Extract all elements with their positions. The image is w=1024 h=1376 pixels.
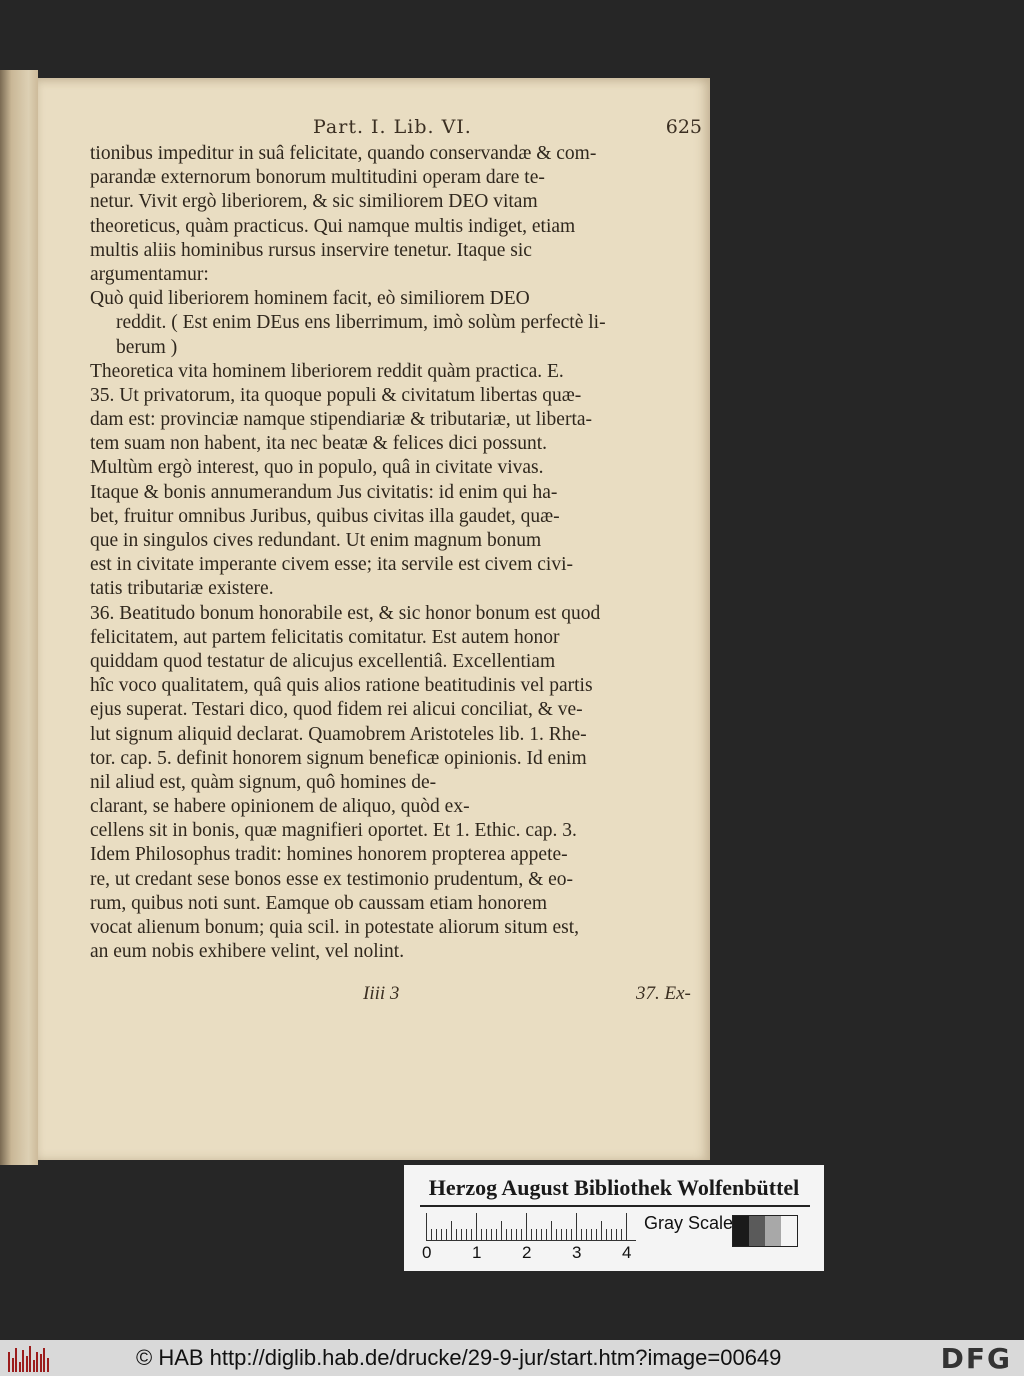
ruler-tick — [581, 1229, 582, 1241]
ruler-tick — [601, 1221, 602, 1241]
text-line: multis aliis hominibus rursus inservire tenetur. Itaque sic — [90, 239, 532, 261]
ruler-tick — [621, 1229, 622, 1241]
text-line: vocat alienum bonum; quia scil. in potestate aliorum situm est, — [90, 917, 580, 938]
measurement-ruler — [426, 1211, 636, 1241]
text-line: tem suam non habent, ita nec beatæ & felices dici possunt. — [90, 433, 548, 455]
ruler-tick — [446, 1229, 447, 1241]
logo-bar — [43, 1348, 45, 1372]
ruler-tick — [616, 1229, 617, 1241]
gray-scale-label: Gray Scale — [644, 1213, 734, 1233]
text-line: Multùm ergò interest, quo in populo, quâ in civitate vivas. — [90, 457, 544, 479]
logo-bar — [12, 1358, 14, 1372]
ruler-label: 0 — [422, 1243, 432, 1262]
text-line: est in civitate imperante civem esse; ita servile est civem civi- — [90, 554, 573, 576]
ruler-label: 1 — [472, 1243, 482, 1262]
gray-swatch — [749, 1216, 765, 1246]
text-line: tatis tributariæ existere. — [90, 578, 274, 600]
ruler-tick — [436, 1229, 437, 1241]
text-line: felicitatem, aut partem felicitatis comitatur. Est autem honor — [90, 626, 560, 648]
logo-bar — [47, 1358, 49, 1372]
text-line: cellens sit in bonis, quæ magnifieri oportet. Et 1. Ethic. cap. 3. — [90, 820, 577, 842]
library-name: Herzog August Bibliothek Wolfenbüttel — [428, 1175, 800, 1200]
color-calibration-card — [404, 1165, 824, 1271]
text-line: hîc voco qualitatem, quâ quis alios ratione beatitudinis vel partis — [90, 675, 593, 697]
text-line: lut signum aliquid declarat. Quamobrem Aristoteles lib. 1. Rhe- — [90, 723, 587, 745]
ruler-tick — [511, 1229, 512, 1241]
signature-mark: Iiii 3 — [363, 983, 400, 1004]
hab-barcode-logo-icon — [8, 1346, 50, 1372]
ruler-tick — [521, 1229, 522, 1241]
ruler-tick — [486, 1229, 487, 1241]
dfg-logo: DFG — [940, 1342, 1012, 1375]
ruler-tick — [531, 1229, 532, 1241]
ruler-tick — [541, 1229, 542, 1241]
ruler-tick — [626, 1213, 627, 1241]
ruler-tick — [506, 1229, 507, 1241]
ruler-tick — [466, 1229, 467, 1241]
ruler-tick — [561, 1229, 562, 1241]
ruler-tick — [451, 1221, 452, 1241]
page-number: 625 — [665, 116, 702, 138]
text-line: quiddam quod testatur de alicujus excellentiâ. Excellentiam — [90, 650, 556, 672]
text-line: netur. Vivit ergò liberiorem, & sic similiorem DEO vitam — [90, 191, 538, 213]
text-line: bet, fruitur omnibus Juribus, quibus civitas illa gaudet, quæ- — [90, 505, 560, 527]
text-line: nil aliud est, quàm signum, quô homines de- — [90, 771, 437, 793]
ruler-tick — [471, 1229, 472, 1241]
gray-swatch — [765, 1216, 781, 1246]
logo-bar — [29, 1346, 31, 1372]
ruler-tick — [536, 1229, 537, 1241]
text-line: berum ) — [116, 336, 178, 358]
footer-bar — [0, 1340, 1024, 1376]
ruler-tick — [526, 1213, 527, 1241]
logo-bar — [15, 1348, 17, 1372]
ruler-label: 2 — [522, 1243, 532, 1262]
book-page — [38, 78, 710, 1160]
page-body-text — [90, 142, 702, 964]
logo-bar — [36, 1352, 38, 1372]
logo-bar — [40, 1354, 42, 1372]
text-line: parandæ externorum bonorum multitudini operam dare te- — [90, 167, 545, 189]
text-line: Theoretica vita hominem liberiorem reddit quàm practica. E. — [90, 360, 564, 382]
catchword: 37. Ex- — [636, 983, 691, 1004]
text-line: re, ut credant sese bonos esse ex testimonio prudentum, & eo- — [90, 868, 574, 890]
text-line: Quò quid liberiorem hominem facit, eò similiorem DEO — [90, 288, 530, 310]
ruler-tick — [476, 1213, 477, 1241]
text-line: argumentamur: — [90, 263, 209, 285]
ruler-tick — [556, 1229, 557, 1241]
text-line: reddit. ( Est enim DEus ens liberrimum, imò solùm perfectè li- — [116, 312, 606, 334]
gray-swatch — [781, 1216, 797, 1246]
ruler-tick — [491, 1229, 492, 1241]
ruler-tick — [546, 1229, 547, 1241]
text-line: ejus superat. Testari dico, quod fidem rei alicui conciliat, & ve- — [90, 699, 583, 721]
text-line: Itaque & bonis annumerandum Jus civitatis: id enim qui ha- — [90, 481, 558, 503]
gray-scale-swatches — [732, 1215, 798, 1247]
ruler-tick — [426, 1213, 427, 1241]
text-line: tor. cap. 5. definit honorem signum beneficæ opinionis. Id enim — [90, 747, 587, 769]
text-line: Idem Philosophus tradit: homines honorem propterea appete- — [90, 844, 568, 866]
ruler-tick — [431, 1229, 432, 1241]
logo-bar — [19, 1362, 21, 1372]
card-divider — [420, 1205, 810, 1207]
running-head: Part. I. Lib. VI. — [313, 116, 472, 138]
gray-swatch — [733, 1216, 749, 1246]
logo-bar — [8, 1352, 10, 1372]
text-line: 36. Beatitudo bonum honorabile est, & sic honor bonum est quod — [90, 602, 601, 624]
ruler-tick — [501, 1221, 502, 1241]
text-line: rum, quibus noti sunt. Eamque ob caussam etiam honorem — [90, 892, 548, 914]
text-line: que in singulos cives redundant. Ut enim magnum bonum — [90, 530, 542, 551]
ruler-tick — [571, 1229, 572, 1241]
ruler-tick — [456, 1229, 457, 1241]
ruler-tick — [566, 1229, 567, 1241]
ruler-tick — [586, 1229, 587, 1241]
text-line: dam est: provinciæ namque stipendiariæ & tributariæ, ut liberta- — [90, 409, 593, 431]
book-fore-edge — [0, 70, 38, 1165]
text-line: clarant, se habere opinionem de aliquo, quòd ex- — [90, 796, 470, 818]
logo-bar — [33, 1360, 35, 1372]
page-footer — [38, 983, 710, 1009]
text-line: an eum nobis exhibere velint, vel nolint. — [90, 941, 405, 963]
page-header — [38, 116, 710, 142]
ruler-label: 3 — [572, 1243, 582, 1262]
ruler-tick — [481, 1229, 482, 1241]
ruler-tick — [461, 1229, 462, 1241]
ruler-tick — [596, 1229, 597, 1241]
text-line: theoreticus, quàm practicus. Qui namque multis indiget, etiam — [90, 215, 576, 237]
logo-bar — [22, 1350, 24, 1372]
ruler-tick — [576, 1213, 577, 1241]
logo-bar — [26, 1356, 28, 1372]
ruler-tick — [606, 1229, 607, 1241]
text-line: 35. Ut privatorum, ita quoque populi & civitatum libertas quæ- — [90, 384, 582, 406]
ruler-tick — [551, 1221, 552, 1241]
ruler-tick — [441, 1229, 442, 1241]
ruler-tick — [496, 1229, 497, 1241]
ruler-tick — [516, 1229, 517, 1241]
text-line: tionibus impeditur in suâ felicitate, quando conservandæ & com- — [90, 143, 597, 164]
copyright-url[interactable]: © HAB http://diglib.hab.de/drucke/29-9-jur/start.htm?image=00649 — [136, 1345, 782, 1370]
ruler-tick — [611, 1229, 612, 1241]
ruler-tick — [591, 1229, 592, 1241]
ruler-label: 4 — [622, 1243, 632, 1262]
